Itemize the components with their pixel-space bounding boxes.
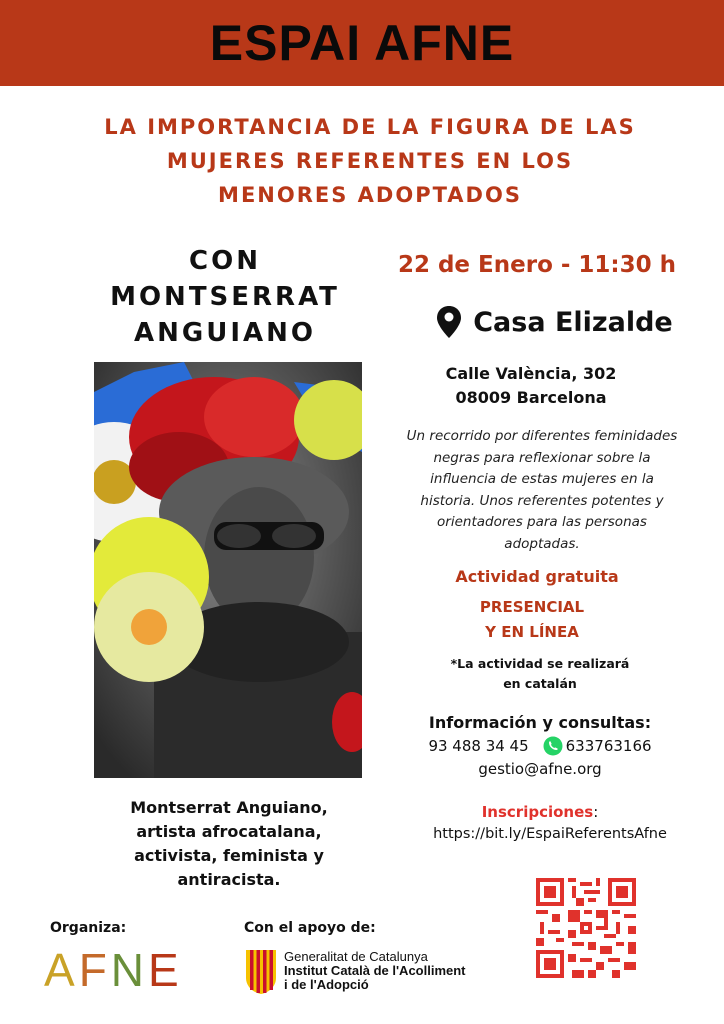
contact-phones (400, 736, 680, 756)
speaker-heading-line: CON (189, 246, 261, 276)
afne-logo-letter: N (110, 944, 149, 996)
support-label: Con el apoyo de: (244, 920, 376, 936)
event-venue (410, 306, 700, 338)
description-line: orientadores para las personas (437, 514, 647, 530)
afne-logo-letter: F (78, 944, 111, 996)
note-line: en catalán (503, 676, 577, 691)
contact-email[interactable]: gestio@afne.org (478, 760, 602, 778)
gencat-flag-icon (244, 950, 278, 994)
subtitle-line: LA IMPORTANCIA DE LA FIGURA DE LAS (104, 115, 636, 139)
caption-line: artista afrocatalana, (136, 822, 322, 841)
event-date: 22 de Enero - 11:30 h (397, 252, 677, 278)
gencat-logo (244, 950, 466, 994)
gencat-line: Generalitat de Catalunya (284, 949, 428, 964)
gencat-text (284, 950, 466, 992)
speaker-caption (100, 796, 358, 892)
whatsapp-number[interactable]: 633763166 (565, 737, 652, 755)
description-line: influencia de estas mujeres en la (430, 471, 654, 487)
caption-line: activista, feminista y (134, 846, 324, 865)
page-title: ESPAI AFNE (209, 15, 515, 71)
venue-name: Casa Elizalde (473, 306, 673, 338)
description-line: adoptadas. (504, 535, 580, 552)
note-line: *La actividad se realizará (450, 656, 630, 671)
language-note (400, 654, 680, 694)
description-line: negras para reflexionar sobre la (433, 449, 651, 466)
event-subtitle (90, 110, 650, 212)
speaker-photo-collage (94, 362, 362, 778)
event-address (400, 362, 662, 410)
qr-code-graphic (536, 878, 636, 978)
contact-title: Información y consultas: (428, 713, 652, 732)
free-activity-label: Actividad gratuita (455, 567, 619, 586)
subtitle-line: MENORES ADOPTADOS (218, 183, 522, 207)
modality-label (420, 595, 644, 645)
location-pin-icon (437, 306, 461, 338)
gencat-line: Institut Català de l'Acolliment (284, 963, 466, 978)
whatsapp-icon (543, 736, 563, 756)
registration-heading (400, 803, 680, 821)
header-banner (0, 0, 724, 86)
caption-line: Montserrat Anguiano, (130, 798, 328, 817)
organiza-label: Organiza: (50, 920, 127, 936)
caption-line: antiracista. (177, 870, 281, 889)
speaker-heading (80, 243, 370, 351)
registration-link[interactable]: https://bit.ly/EspaiReferentsAfne (433, 826, 667, 842)
speaker-heading-line: ANGUIANO (134, 318, 316, 348)
qr-code[interactable] (536, 878, 636, 978)
afne-logo-letter: E (148, 944, 183, 996)
description-line: historia. Unos referentes potentes y (420, 492, 664, 509)
event-description (392, 426, 692, 555)
phone-number[interactable]: 93 488 34 45 (428, 737, 529, 755)
modality-line: PRESENCIAL (479, 598, 585, 616)
registration-colon: : (593, 803, 599, 821)
registration-label: Inscripciones (481, 803, 594, 821)
gencat-line: i de l'Adopció (284, 977, 369, 992)
afne-logo-letter: A (44, 944, 79, 996)
afne-logo (44, 943, 183, 997)
address-line: Calle València, 302 (445, 364, 617, 383)
description-line: Un recorrido por diferentes feminidades (406, 428, 678, 444)
address-line: 08009 Barcelona (455, 388, 607, 407)
speaker-heading-line: MONTSERRAT (110, 282, 340, 312)
subtitle-line: MUJERES REFERENTES EN LOS (166, 149, 574, 173)
modality-line: Y EN LÍNEA (485, 623, 579, 641)
collage-image (94, 362, 362, 778)
